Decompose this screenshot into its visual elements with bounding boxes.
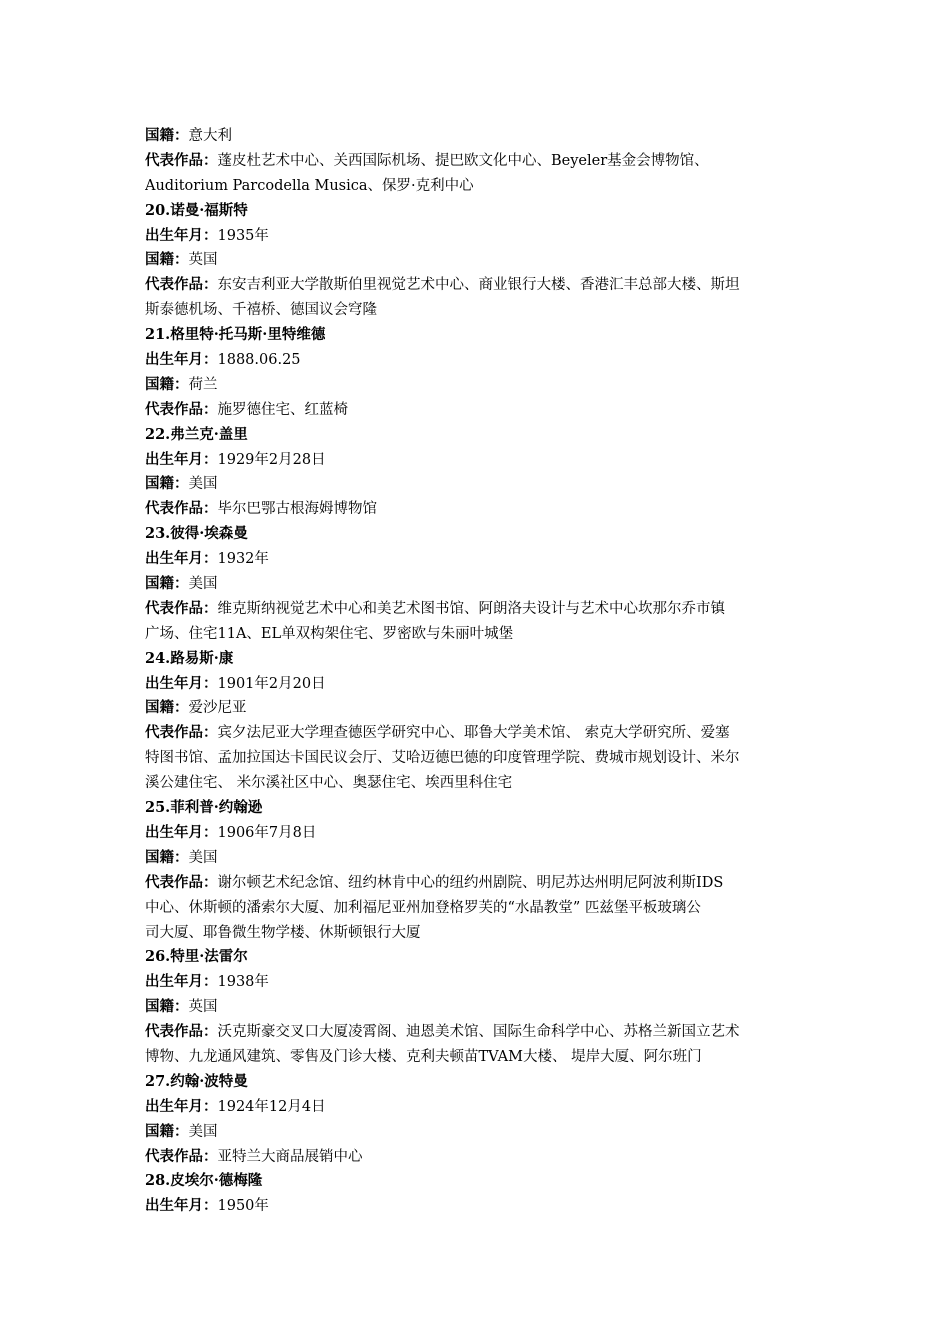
- works-row: [145, 398, 813, 423]
- works-label: 代表作品：: [145, 1147, 218, 1165]
- nationality-row: [145, 572, 813, 597]
- works-value: 蓬皮杜艺术中心、关西国际机场、提巴欧文化中心、Beyeler基金会博物馆、: [217, 152, 709, 169]
- nationality-row: [145, 248, 813, 273]
- birth-value: 1935年: [217, 227, 269, 244]
- works-row: [145, 721, 813, 746]
- nationality-value: 英国: [188, 999, 218, 1016]
- nationality-row: [145, 1120, 813, 1145]
- nationality-value: 英国: [188, 252, 218, 269]
- works-value: 维克斯纳视觉艺术中心和美艺术图书馆、阿朗洛夫设计与艺术中心坎那尔乔市镇: [217, 600, 725, 617]
- birth-value: 1901年2月20日: [217, 675, 326, 692]
- birth-label: 出生年月：: [145, 823, 218, 841]
- architect-heading: 20.诺曼·福斯特: [145, 201, 248, 219]
- birth-label: 出生年月：: [145, 351, 218, 369]
- works-label: 代表作品：: [145, 873, 218, 891]
- works-label: 代表作品：: [145, 400, 218, 418]
- nationality-value: 美国: [188, 849, 218, 866]
- architect-heading: 25.菲利普·约翰逊: [145, 799, 263, 817]
- birth-row: [145, 970, 813, 995]
- birth-label: 出生年月：: [145, 674, 218, 692]
- architect-heading: 26.特里·法雷尔: [145, 948, 248, 966]
- nationality-label: 国籍：: [145, 127, 189, 144]
- works-value: 特图书馆、孟加拉国达卡国民议会厅、艾哈迈德巴德的印度管理学院、费城市规划设计、米尔: [145, 750, 740, 767]
- works-row: [145, 149, 813, 174]
- architect-heading: 24.路易斯·康: [145, 649, 234, 667]
- nationality-row: [145, 696, 813, 721]
- birth-value: 1938年: [217, 974, 269, 991]
- nationality-label: 国籍：: [145, 699, 189, 717]
- birth-label: 出生年月：: [145, 450, 218, 468]
- nationality-label: 国籍：: [145, 251, 189, 269]
- nationality-label: 国籍：: [145, 475, 189, 493]
- works-continuation: [145, 174, 813, 199]
- works-continuation: [145, 771, 813, 796]
- works-continuation: [145, 896, 813, 921]
- works-value: 司大厦、耶鲁微生物学楼、休斯顿银行大厦: [145, 924, 421, 941]
- nationality-row: [145, 373, 813, 398]
- works-label: 代表作品：: [145, 724, 218, 742]
- birth-row: [145, 547, 813, 572]
- nationality-label: 国籍：: [145, 1122, 189, 1140]
- works-value: 博物、九龙通风建筑、零售及门诊大楼、克利夫顿苗TVAM大楼、 堤岸大厦、阿尔班门: [145, 1048, 702, 1065]
- nationality-row: [145, 472, 813, 497]
- works-value: 中心、休斯顿的潘索尔大厦、加利福尼亚州加登格罗芙的“水晶教堂” 匹兹堡平板玻璃公: [145, 899, 701, 916]
- birth-value: 1924年12月4日: [217, 1098, 326, 1115]
- nationality-label: 国籍：: [145, 848, 189, 866]
- works-value: 亚特兰大商品展销中心: [217, 1148, 363, 1165]
- architect-heading: 22.弗兰克·盖里: [145, 425, 248, 443]
- nationality-label: 国籍：: [145, 575, 189, 593]
- works-value: 沃克斯豪交叉口大厦凌霄阁、迪恩美术馆、国际生命科学中心、苏格兰新国立艺术: [217, 1024, 740, 1041]
- nationality-value: 美国: [188, 1123, 218, 1140]
- document-page: [145, 124, 813, 1219]
- architect-heading: 21.格里特·托马斯·里特维德: [145, 326, 326, 344]
- works-label: 代表作品：: [145, 500, 218, 518]
- works-label: 代表作品：: [145, 276, 218, 294]
- works-value: 施罗德住宅、红蓝椅: [217, 401, 348, 418]
- works-value: 广场、住宅11A、EL单双构架住宅、罗密欧与朱丽叶城堡: [145, 625, 514, 642]
- works-row: [145, 1020, 813, 1045]
- works-value: 毕尔巴鄂古根海姆博物馆: [217, 501, 377, 518]
- architect-heading: 23.彼得·埃森曼: [145, 525, 248, 543]
- works-row: [145, 1145, 813, 1170]
- birth-row: [145, 1194, 813, 1219]
- nationality-value: 美国: [188, 476, 218, 493]
- works-value: 宾夕法尼亚大学理查德医学研究中心、耶鲁大学美术馆、 索克大学研究所、爱塞: [217, 725, 730, 742]
- nationality-value: 爱沙尼亚: [188, 700, 247, 717]
- nationality-label: 国籍：: [145, 375, 189, 393]
- nationality-value: 美国: [188, 576, 218, 593]
- works-row: [145, 597, 813, 622]
- works-value: 斯泰德机场、千禧桥、德国议会穹隆: [145, 302, 377, 319]
- works-value: 溪公建住宅、 米尔溪社区中心、奥瑟住宅、埃西里科住宅: [145, 775, 513, 792]
- birth-label: 出生年月：: [145, 1097, 218, 1115]
- works-row: [145, 273, 813, 298]
- birth-value: 1906年7月8日: [217, 824, 317, 841]
- nationality-value: 意大利: [188, 128, 232, 144]
- works-value: 东安吉利亚大学散斯伯里视觉艺术中心、商业银行大楼、香港汇丰总部大楼、斯坦: [217, 277, 740, 294]
- birth-value: 1950年: [217, 1198, 269, 1215]
- birth-row: [145, 348, 813, 373]
- works-row: [145, 497, 813, 522]
- nationality-label: 国籍：: [145, 998, 189, 1016]
- birth-value: 1929年2月28日: [217, 451, 326, 468]
- architect-heading: 28.皮埃尔·德梅隆: [145, 1172, 263, 1190]
- birth-label: 出生年月：: [145, 550, 218, 568]
- birth-label: 出生年月：: [145, 973, 218, 991]
- birth-value: 1932年: [217, 551, 269, 568]
- birth-row: [145, 821, 813, 846]
- birth-row: [145, 1095, 813, 1120]
- birth-label: 出生年月：: [145, 226, 218, 244]
- works-continuation: [145, 622, 813, 647]
- architect-heading: 27.约翰·波特曼: [145, 1072, 248, 1090]
- works-label: 代表作品：: [145, 1023, 218, 1041]
- birth-value: 1888.06.25: [217, 352, 301, 369]
- works-continuation: [145, 921, 813, 946]
- works-value: 谢尔顿艺术纪念馆、纽约林肯中心的纽约州剧院、明尼苏达州明尼阿波利斯IDS: [217, 874, 724, 891]
- birth-row: [145, 448, 813, 473]
- works-continuation: [145, 746, 813, 771]
- birth-row: [145, 672, 813, 697]
- works-value: Auditorium Parcodella Musica、保罗·克利中心: [145, 177, 474, 194]
- works-row: [145, 871, 813, 896]
- works-label: 代表作品：: [145, 151, 218, 169]
- works-continuation: [145, 298, 813, 323]
- birth-row: [145, 224, 813, 249]
- nationality-row: [145, 124, 813, 149]
- nationality-value: 荷兰: [188, 376, 218, 393]
- works-continuation: [145, 1045, 813, 1070]
- nationality-row: [145, 995, 813, 1020]
- works-label: 代表作品：: [145, 599, 218, 617]
- nationality-row: [145, 846, 813, 871]
- birth-label: 出生年月：: [145, 1197, 218, 1215]
